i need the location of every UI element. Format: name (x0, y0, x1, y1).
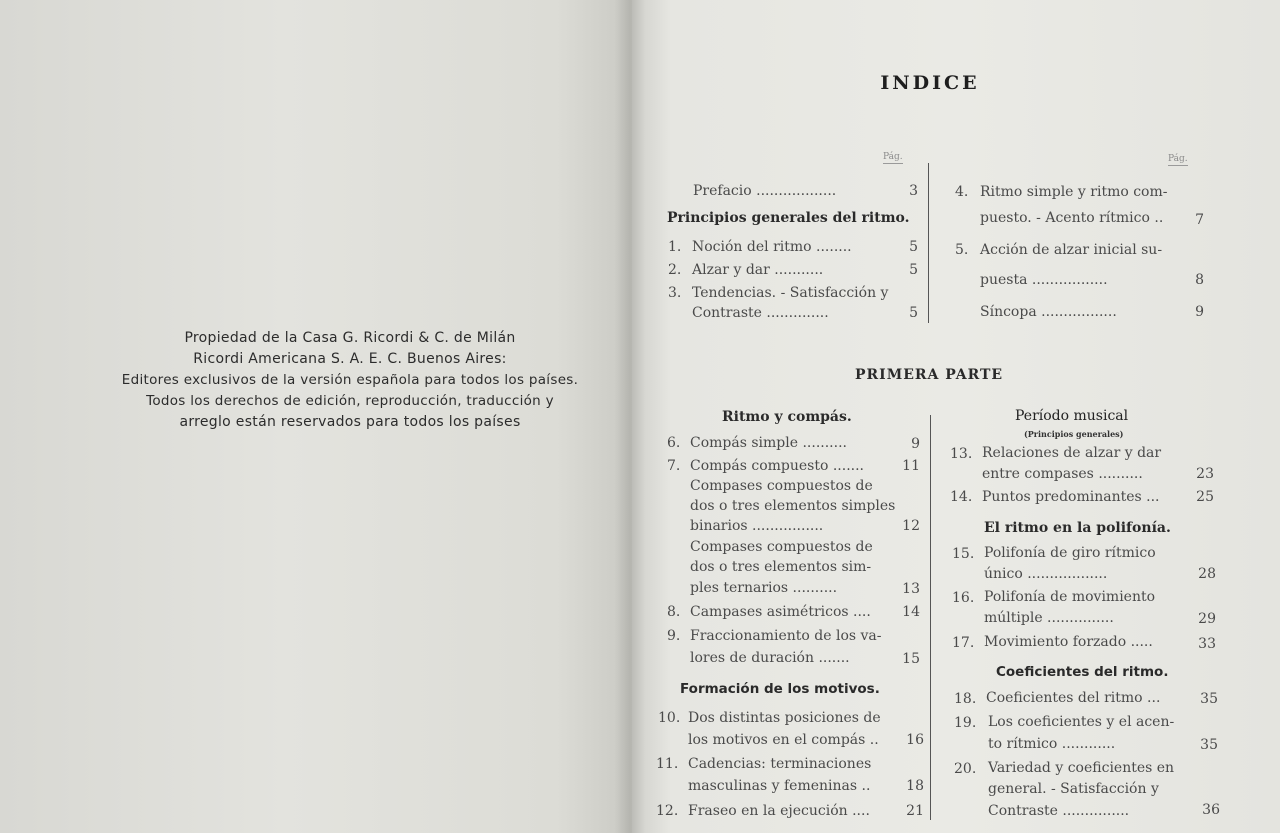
toc-entry-text: Contraste ............... (988, 803, 1130, 819)
page-column-label: Pág. (883, 152, 903, 162)
index-title: INDICE (880, 72, 980, 94)
toc-entry-page: 9 (1195, 304, 1204, 320)
toc-entry-text: Ritmo simple y ritmo com- (980, 184, 1168, 200)
toc-entry-number: 7. (667, 458, 681, 474)
toc-entry-text: Polifonía de movimiento (984, 589, 1156, 605)
toc-entry-text: Compás compuesto ....... (690, 458, 865, 474)
toc-entry-page: 15 (902, 651, 920, 667)
toc-entry-page: 7 (1195, 212, 1204, 228)
toc-entry-number: 12. (656, 803, 679, 819)
toc-entry-text: Compás simple .......... (690, 435, 847, 451)
toc-entry-page: 12 (902, 518, 920, 534)
toc-entry-page: 11 (902, 458, 920, 474)
toc-entry-page: 21 (906, 803, 924, 819)
toc-entry-number: 8. (667, 604, 681, 620)
toc-entry-page: 35 (1200, 737, 1218, 753)
toc-entry-text: masculinas y femeninas .. (688, 778, 871, 794)
toc-entry-number: 4. (955, 184, 969, 200)
toc-entry-page: 5 (909, 262, 918, 278)
toc-entry-page: 13 (902, 581, 920, 597)
toc-entry-text: Relaciones de alzar y dar (982, 445, 1162, 461)
column-divider (928, 163, 929, 323)
toc-entry-text: Noción del ritmo ........ (692, 239, 852, 255)
toc-entry-page: 25 (1196, 489, 1214, 505)
toc-entry-text: Compases compuestos de (690, 539, 873, 555)
toc-entry-page: 29 (1198, 611, 1216, 627)
toc-entry-text: puesto. - Acento rítmico .. (980, 210, 1164, 226)
toc-entry-text: múltiple ............... (984, 610, 1114, 626)
toc-entry-text: Compases compuestos de (690, 478, 873, 494)
toc-entry-number: 9. (667, 628, 681, 644)
toc-entry-text: Campases asimétricos .... (690, 604, 871, 620)
toc-entry-page: 35 (1200, 691, 1218, 707)
toc-entry-number: 14. (950, 489, 973, 505)
toc-entry-page: 8 (1195, 272, 1204, 288)
toc-entry-text: Tendencias. - Satisfacción y (692, 285, 889, 301)
toc-entry-text: Acción de alzar inicial su- (980, 242, 1163, 258)
toc-entry-page: 5 (909, 239, 918, 255)
toc-entry-page: 9 (911, 436, 920, 452)
toc-entry-number: 2. (668, 262, 682, 278)
toc-entry-text: dos o tres elementos simples (690, 498, 896, 514)
toc-entry-page: 36 (1202, 802, 1220, 818)
toc-entry-text: Contraste .............. (692, 305, 829, 321)
toc-entry-text: entre compases .......... (982, 466, 1143, 482)
copyright-line: Editores exclusivos de la versión española para todos los países. (121, 372, 579, 388)
section-heading: El ritmo en la polifonía. (984, 520, 1171, 536)
toc-entry-page: 23 (1196, 466, 1214, 482)
toc-entry-text: Cadencias: terminaciones (688, 756, 872, 772)
toc-entry-page: 5 (909, 305, 918, 321)
toc-entry-text: binarios ................ (690, 518, 824, 534)
copyright-line: Todos los derechos de edición, reproducción, traducción y (146, 393, 554, 409)
toc-entry-text: dos o tres elementos sim- (690, 559, 872, 575)
toc-entry-number: 5. (955, 242, 969, 258)
toc-entry-text: Movimiento forzado ..... (984, 634, 1153, 650)
toc-entry-number: 17. (952, 635, 975, 651)
section-heading: Principios generales del ritmo. (667, 210, 910, 226)
toc-entry-number: 13. (950, 446, 973, 462)
section-subheading: (Principios generales) (1024, 429, 1124, 439)
toc-entry-number: 6. (667, 435, 681, 451)
toc-entry-text: único .................. (984, 566, 1108, 582)
toc-entry-number: 1. (668, 239, 682, 255)
toc-entry-page: 16 (906, 732, 924, 748)
toc-entry-page: 28 (1198, 566, 1216, 582)
toc-entry-text: lores de duración ....... (690, 650, 850, 666)
toc-entry-text: Los coeficientes y el acen- (988, 714, 1175, 730)
toc-entry-number: 16. (952, 590, 975, 606)
toc-entry-text: Prefacio .................. (693, 183, 837, 199)
toc-entry-number: 15. (952, 546, 975, 562)
toc-entry-number: 20. (954, 761, 977, 777)
toc-entry-number: 10. (658, 710, 681, 726)
book-gutter (615, 0, 645, 833)
toc-entry-text: Coeficientes del ritmo ... (986, 690, 1161, 706)
part-heading: PRIMERA PARTE (855, 367, 1004, 383)
toc-entry-text: Variedad y coeficientes en (988, 760, 1175, 776)
toc-entry-page: 3 (909, 183, 918, 199)
toc-entry-text: Alzar y dar ........... (692, 262, 824, 278)
toc-entry-text: Puntos predominantes ... (982, 489, 1160, 505)
toc-entry-text: Dos distintas posiciones de (688, 710, 881, 726)
toc-entry-text: Fraccionamiento de los va- (690, 628, 882, 644)
copyright-line: Ricordi Americana S. A. E. C. Buenos Aires: (193, 351, 507, 367)
section-heading: Ritmo y compás. (722, 409, 852, 425)
page-column-label: Pág. (1168, 154, 1188, 164)
toc-entry-text: Síncopa ................. (980, 304, 1117, 320)
toc-entry-number: 3. (668, 285, 682, 301)
toc-entry-text: to rítmico ............ (988, 736, 1116, 752)
toc-entry-text: puesta ................. (980, 272, 1108, 288)
toc-entry-page: 14 (902, 604, 920, 620)
toc-entry-page: 18 (906, 778, 924, 794)
copyright-line: arreglo están reservados para todos los países (179, 414, 521, 430)
column-divider (930, 415, 931, 820)
toc-entry-number: 11. (656, 756, 679, 772)
toc-entry-text: general. - Satisfacción y (988, 781, 1159, 797)
section-heading: Coeficientes del ritmo. (996, 664, 1169, 680)
toc-entry-text: Fraseo en la ejecución .... (688, 803, 870, 819)
toc-entry-number: 19. (954, 715, 977, 731)
toc-entry-text: ples ternarios .......... (690, 580, 838, 596)
toc-entry-text: los motivos en el compás .. (688, 732, 879, 748)
left-page (0, 0, 632, 833)
copyright-line: Propiedad de la Casa G. Ricordi & C. de Milán (184, 330, 516, 346)
section-heading: Formación de los motivos. (680, 681, 880, 697)
section-heading: Período musical (1015, 408, 1129, 424)
copyright-notice (105, 328, 595, 433)
toc-entry-text: Polifonía de giro rítmico (984, 545, 1156, 561)
toc-entry-page: 33 (1198, 636, 1216, 652)
toc-entry-number: 18. (954, 691, 977, 707)
